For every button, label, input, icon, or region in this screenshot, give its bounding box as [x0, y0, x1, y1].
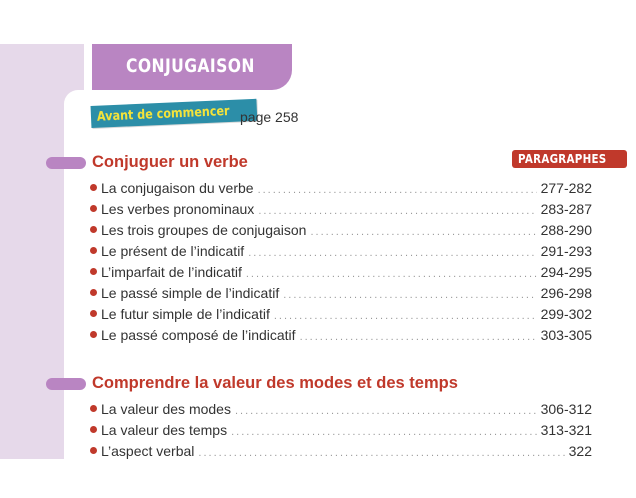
dot-leader [258, 184, 537, 196]
toc-entry-label: Le présent de l’indicatif [101, 243, 245, 259]
toc-entry-label: Les trois groupes de conjugaison [101, 222, 307, 238]
toc-entry-label: La valeur des temps [101, 422, 228, 438]
chapter-title: CONJUGAISON [126, 55, 255, 77]
toc-entry-label: L’aspect verbal [101, 443, 195, 459]
toc-entry-pages: 322 [568, 443, 592, 459]
dot-leader [300, 331, 537, 343]
bullet-dot-icon [90, 268, 97, 275]
toc-entry-label: Le futur simple de l’indicatif [101, 306, 270, 322]
avant-page-reference: page 258 [240, 109, 299, 125]
toc-entry-pages: 291-293 [540, 243, 592, 259]
toc-row[interactable] [90, 401, 592, 422]
toc-row[interactable] [90, 201, 592, 222]
toc-list [90, 180, 592, 348]
dot-leader [235, 405, 537, 417]
toc-entry-pages: 303-305 [540, 327, 592, 343]
dot-leader [283, 289, 536, 301]
toc-row[interactable] [90, 243, 592, 264]
toc-entry-pages: 283-287 [540, 201, 592, 217]
toc-entry-pages: 299-302 [540, 306, 592, 322]
paragraphes-label: PARAGRAPHES [518, 152, 607, 166]
dot-leader [248, 247, 536, 259]
toc-row[interactable] [90, 222, 592, 243]
bullet-dot-icon [90, 289, 97, 296]
dot-leader [310, 226, 536, 238]
toc-row[interactable] [90, 443, 592, 464]
section-marker [46, 157, 86, 169]
avant-de-commencer-label: Avant de commencer [96, 103, 230, 125]
toc-row[interactable] [90, 180, 592, 201]
dot-leader [246, 268, 537, 280]
bullet-dot-icon [90, 331, 97, 338]
toc-entry-pages: 306-312 [540, 401, 592, 417]
bullet-dot-icon [90, 310, 97, 317]
section-marker [46, 378, 86, 390]
toc-list [90, 401, 592, 464]
bullet-dot-icon [90, 405, 97, 412]
bullet-dot-icon [90, 447, 97, 454]
bullet-dot-icon [90, 247, 97, 254]
toc-row[interactable] [90, 327, 592, 348]
toc-entry-label: Le passé simple de l’indicatif [101, 285, 280, 301]
toc-entry-label: Les verbes pronominaux [101, 201, 255, 217]
dot-leader [231, 426, 537, 438]
toc-entry-pages: 313-321 [540, 422, 592, 438]
bullet-dot-icon [90, 184, 97, 191]
toc-entry-pages: 288-290 [540, 222, 592, 238]
dot-leader [258, 205, 536, 217]
dot-leader [274, 310, 537, 322]
bullet-dot-icon [90, 226, 97, 233]
toc-entry-label: La conjugaison du verbe [101, 180, 254, 196]
toc-entry-label: La valeur des modes [101, 401, 231, 417]
bullet-dot-icon [90, 426, 97, 433]
dot-leader [198, 447, 564, 459]
toc-entry-pages: 296-298 [540, 285, 592, 301]
toc-entry-pages: 294-295 [540, 264, 592, 280]
bullet-dot-icon [90, 205, 97, 212]
toc-entry-pages: 277-282 [540, 180, 592, 196]
toc-row[interactable] [90, 264, 592, 285]
toc-row[interactable] [90, 422, 592, 443]
section-heading: Comprendre la valeur des modes et des temps [92, 374, 458, 392]
toc-entry-label: Le passé composé de l’indicatif [101, 327, 296, 343]
toc-entry-label: L’imparfait de l’indicatif [101, 264, 242, 280]
toc-row[interactable] [90, 306, 592, 327]
toc-row[interactable] [90, 285, 592, 306]
paragraphes-badge [512, 150, 627, 168]
section-heading: Conjuguer un verbe [92, 153, 248, 171]
